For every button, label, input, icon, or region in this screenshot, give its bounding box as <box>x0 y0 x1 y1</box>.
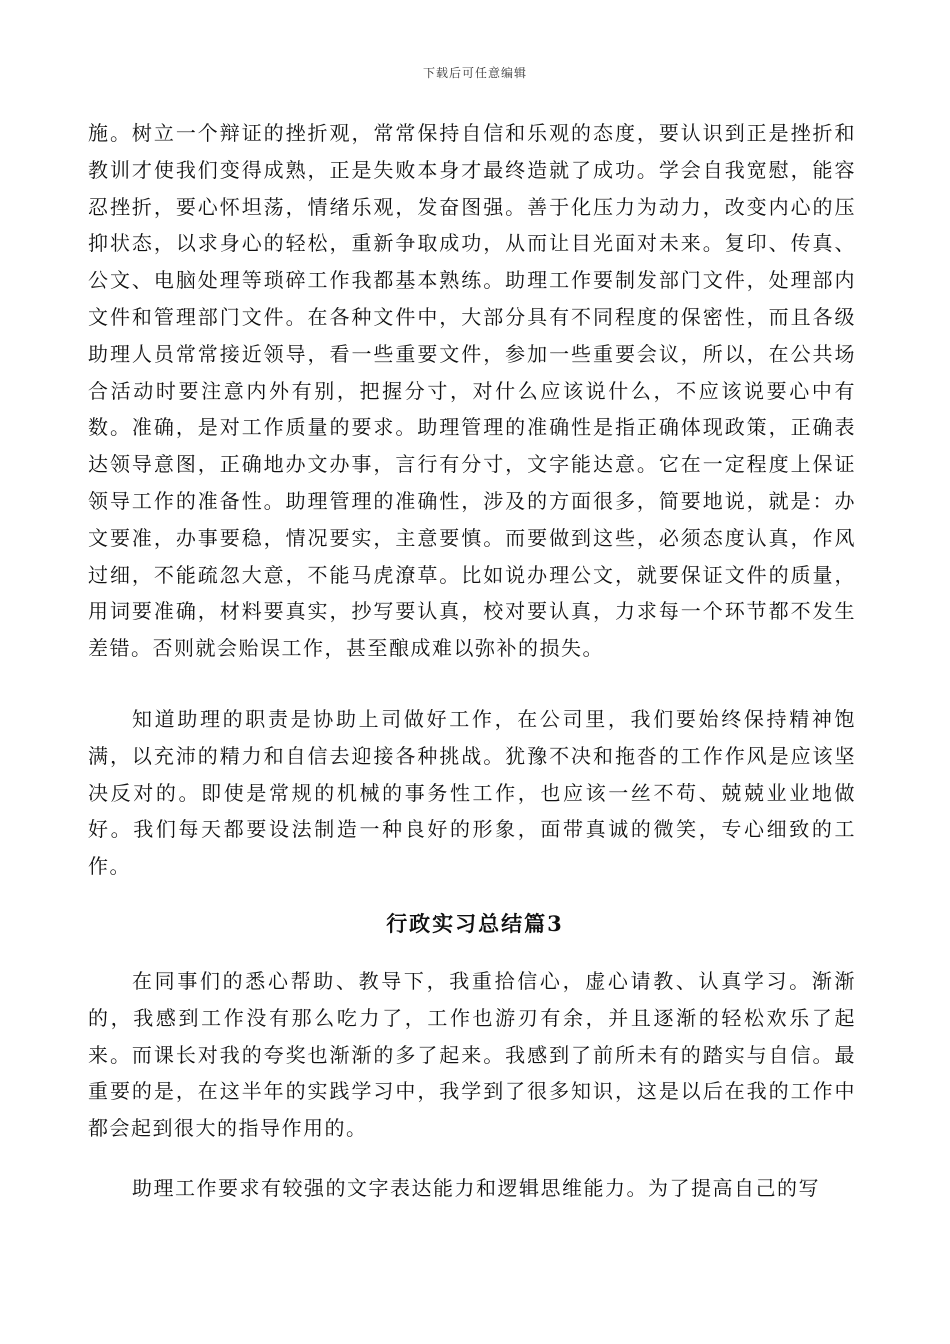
paragraph-4: 助理工作要求有较强的文字表达能力和逻辑思维能力。为了提高自己的写 <box>132 1176 820 1200</box>
paragraph-2: 知道助理的职责是协助上司做好工作，在公司里，我们要始终保持精神饱满，以充沛的精力和自信去迎接各种挑战。犹豫不决和拖沓的工作作风是应该坚决反对的。即使是常规的机械的事务性工作，也应该一丝不苟、兢兢业业地做好。我们每天都要设法制造一种良好的形象，面带真诚的微笑，专心细致的工作。 <box>88 707 856 879</box>
section-heading: 行政实习总结篇3 <box>386 911 564 936</box>
paragraph-1: 施。树立一个辩证的挫折观，常常保持自信和乐观的态度，要认识到正是挫折和教训才使我们变得成熟，正是失败本身才最终造就了成功。学会自我宽慰，能容忍挫折，要心怀坦荡，情绪乐观，发奋图强。善于化压力为动力，改变内心的压抑状态，以求身心的轻松，重新争取成功，从而让目光面对未来。复印、传真、公文、电脑处理等琐碎工作我都基本熟练。助理工作要制发部门文件，处理部内文件和管理部门文件。在各种文件中，大部分具有不同程度的保密性，而且各级助理人员常常接近领导，看一些重要文件，参加一些重要会议，所以，在公共场合活动时要注意内外有别，把握分寸，对什么应该说什么，不应该说要心中有数。准确，是对工作质量的要求。助理管理的准确性是指正确体现政策，正确表达领导意图，正确地办文办事，言行有分寸，文字能达意。它在一定程度上保证领导工作的准备性。助理管理的准确性，涉及的方面很多，简要地说，就是：办文要准，办事要稳，情况要实，主意要慎。而要做到这些，必须态度认真，作风过细，不能疏忽大意，不能马虎潦草。比如说办理公文，就要保证文件的质量，用词要准确，材料要真实，抄写要认真，校对要认真，力求每一个环节都不发生差错。否则就会贻误工作，甚至酿成难以弥补的损失。 <box>88 121 856 661</box>
page-header: 下载后可任意编辑 <box>422 66 527 80</box>
paragraph-3: 在同事们的悉心帮助、教导下，我重拾信心，虚心请教、认真学习。渐渐的，我感到工作没有那么吃力了，工作也游刃有余，并且逐渐的轻松欢乐了起来。而课长对我的夸奖也渐渐的多了起来。我感到了前所未有的踏实与自信。最重要的是，在这半年的实践学习中，我学到了很多知识，这是以后在我的工作中都会起到很大的指导作用的。 <box>88 969 856 1141</box>
